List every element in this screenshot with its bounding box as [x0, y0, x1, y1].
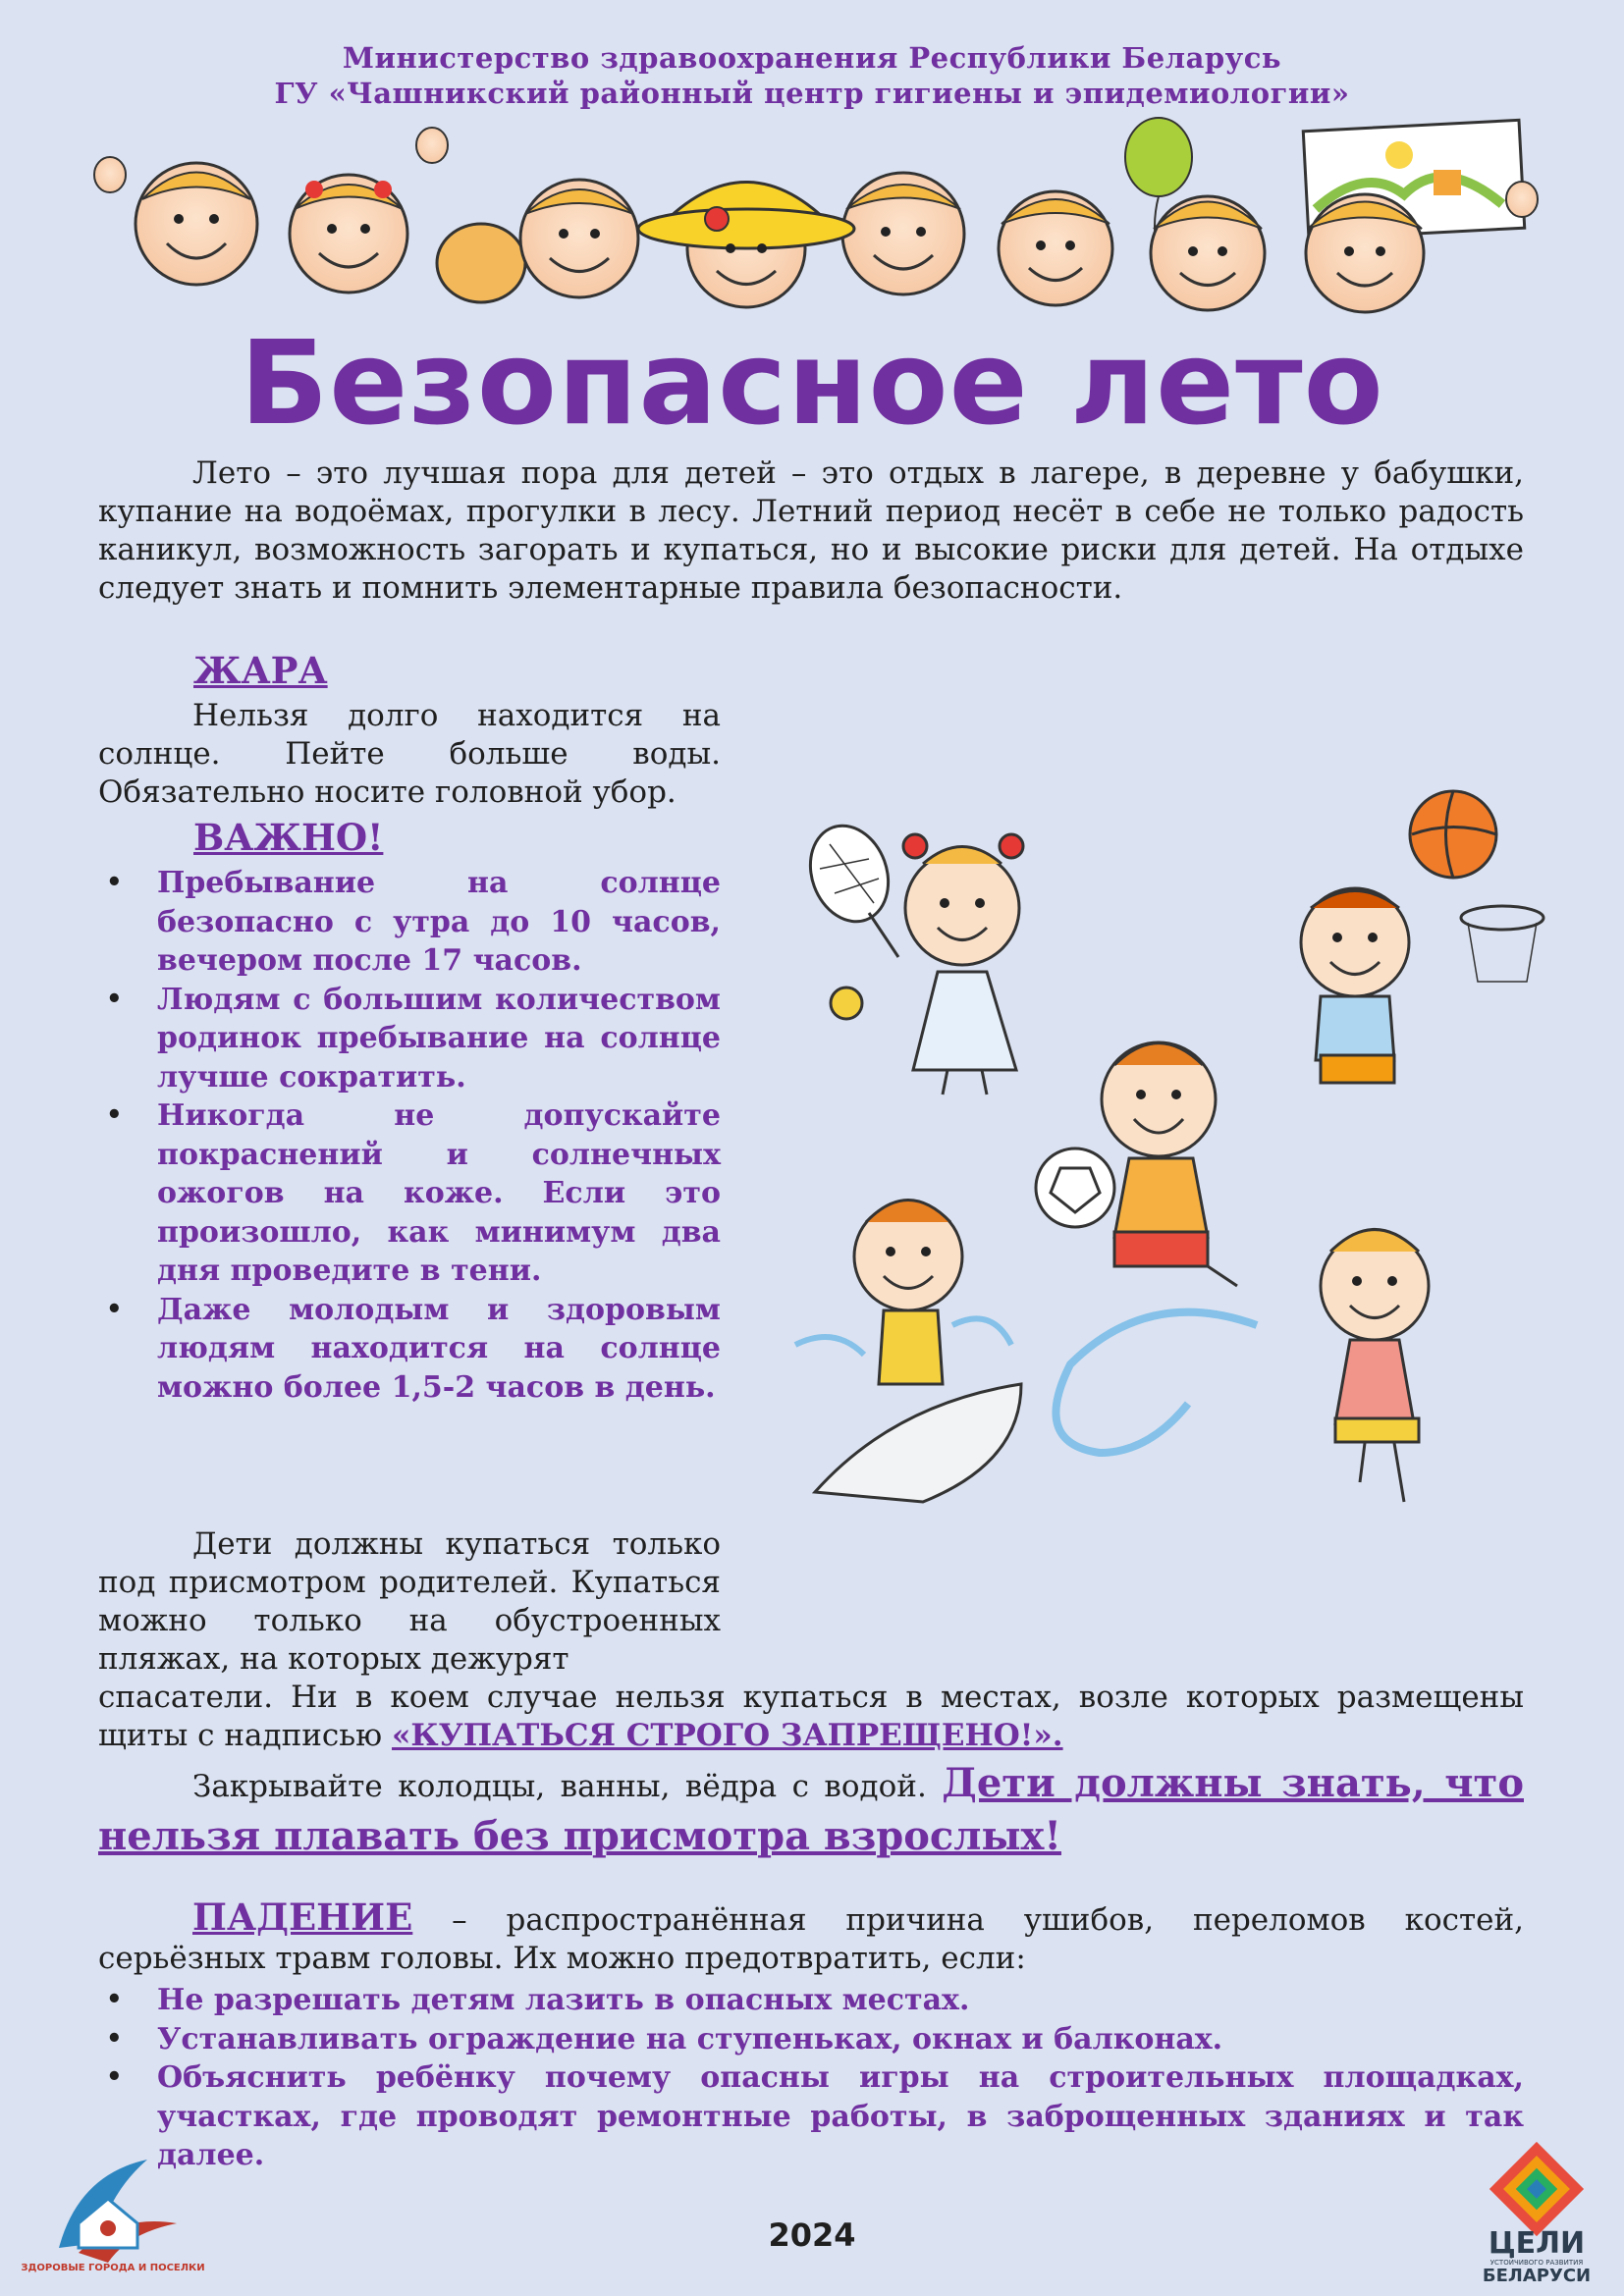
bullet: •: [106, 1985, 123, 2014]
intro-paragraph: Лето – это лучшая пора для детей – это отдых в лагере, в деревне у бабушки, купание на водоёмах, прогулки в лесу. Летний период несёт в себе не только радость каникул, возможность загорать и купаться, но и высокие риски для детей. На отдыхе следует знать и помнить элементарные правила безопасности.: [98, 455, 1524, 606]
year-label: 2024: [768, 2216, 856, 2254]
heat-heading: ЖАРА: [193, 649, 328, 692]
list-item: • Даже молодым и здоровым людям находится на солнце можно более 1,5-2 часов в день.: [106, 1292, 721, 1405]
sports-kids-illustration: [776, 775, 1581, 1531]
list-item: • Не разрешать детям лазить в опасных местах.: [98, 1981, 1524, 2020]
bullet: •: [106, 1100, 123, 1130]
list-item: • Людям с большим количеством родинок пребывание на солнце лучше сократить.: [106, 982, 721, 1095]
bullet: •: [106, 984, 123, 1014]
bullet: •: [106, 2023, 123, 2054]
sdg-logo-title: ЦЕЛИ: [1488, 2226, 1586, 2261]
list-item: • Пребывание на солнце безопасно с утра до 10 часов, вечером после 17 часов.: [106, 866, 721, 978]
list-item: • Объяснить ребёнку почему опасны игры на строительных площадках, участках, где проводят ремонтные работы, в заброщенных зданиях и так далее.: [106, 2060, 1524, 2172]
swimming-warning: «КУПАТЬСЯ СТРОГО ЗАПРЕЩЕНО!».: [392, 1718, 1063, 1753]
fall-list: [98, 1981, 1524, 2175]
fall-heading: ПАДЕНИЕ: [192, 1896, 413, 1939]
swimming-emphasis: Дети должны знать, что нельзя плавать без присмотра взрослых!: [98, 1760, 1524, 1859]
healthy-cities-logo-text: ЗДОРОВЫЕ ГОРОДА И ПОСЕЛКИ: [21, 2263, 205, 2273]
header-ministry: Министерство здравоохранения Республики Беларусь: [342, 41, 1282, 75]
swimming-text-1: Дети должны купаться только под присмотром родителей. Купаться можно только на обустроенных пляжах, на которых дежурят: [98, 1526, 721, 1677]
bullet: •: [106, 868, 123, 897]
bullet: •: [106, 2062, 123, 2092]
swimming-text-2: спасатели. Ни в коем случае нельзя купаться в местах, возле которых размещены щиты с надписью «КУПАТЬСЯ СТРОГО ЗАПРЕЩЕНО!».: [98, 1680, 1524, 1753]
water-safety-text: Закрывайте колодцы, ванны, вёдра с водой. Дети должны знать, что нельзя плавать без присмотра взрослых!: [98, 1760, 1524, 1859]
kids-banner-illustration: [88, 116, 1542, 322]
fall-text: ПАДЕНИЕ – распространённая причина ушибов, переломов костей, серьёзных травм головы. Их можно предотвратить, если:: [98, 1896, 1524, 1976]
heat-text: Нельзя долго находится на солнце. Пейте больше воды. Обязательно носите головной убор.: [98, 698, 721, 810]
page-title: Безопасное лето: [240, 315, 1384, 451]
list-item: • Устанавливать ограждение на ступеньках, окнах и балконах.: [98, 2020, 1524, 2059]
sdg-logo-country: БЕЛАРУСИ: [1482, 2266, 1592, 2286]
important-heading: ВАЖНО!: [193, 816, 384, 859]
list-item: • Никогда не допускайте покраснений и солнечных ожогов на коже. Если это произошло, как минимум два дня проведите в тени.: [106, 1098, 721, 1288]
header-center: ГУ «Чашникский районный центр гигиены и эпидемиологии»: [274, 77, 1350, 110]
sdg-logo-subtitle: УСТОЙЧИВОГО РАЗВИТИЯ: [1489, 2259, 1584, 2267]
bullet: •: [106, 1294, 123, 1324]
important-list: [98, 864, 721, 1407]
